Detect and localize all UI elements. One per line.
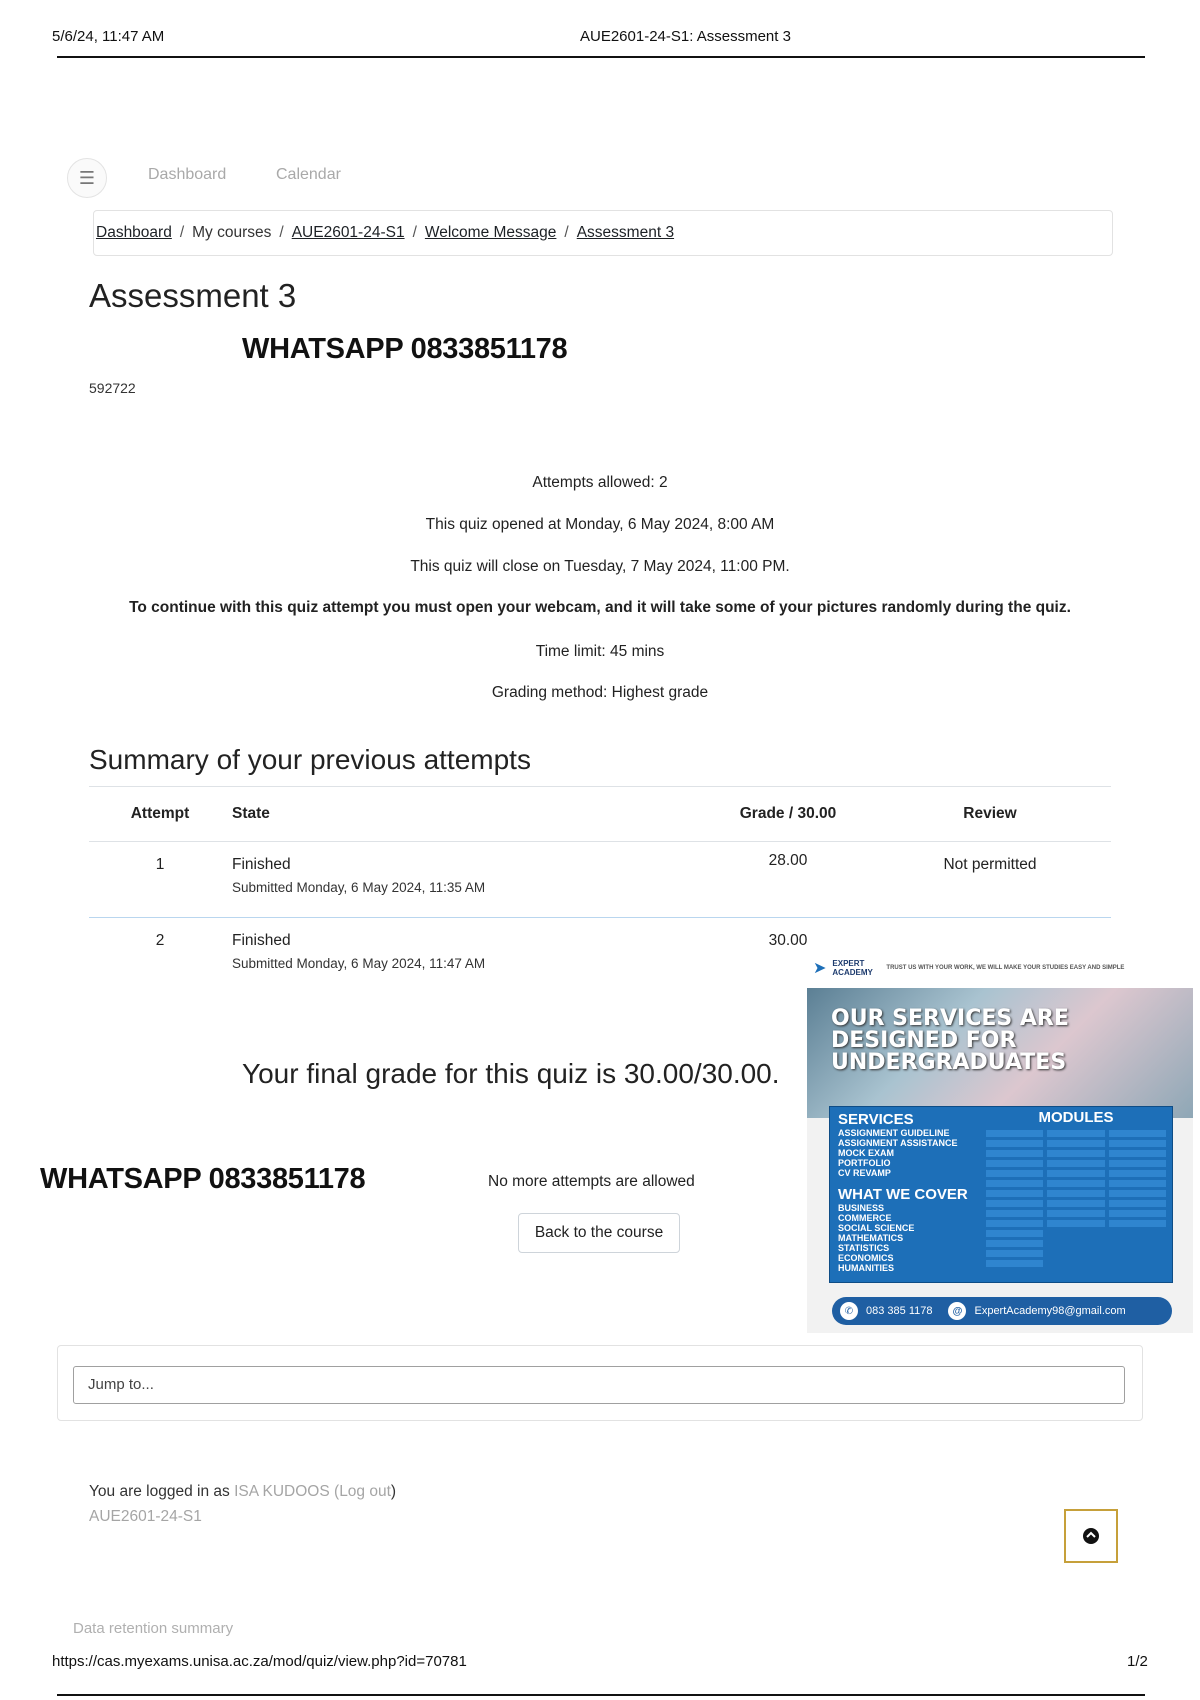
table-row: [89, 842, 1111, 918]
ad-service-item: ASSIGNMENT ASSISTANCE: [838, 1138, 958, 1148]
nav-dashboard-link[interactable]: Dashboard: [148, 166, 227, 183]
breadcrumb-my-courses: My courses: [192, 224, 272, 241]
attempt-grade: 30.00: [768, 932, 808, 949]
logged-in-line: You are logged in as ISA KUDOOS (Log out): [89, 1483, 397, 1500]
ad-modules-column: [986, 1130, 1043, 1270]
ad-services-title: SERVICES: [838, 1111, 914, 1128]
arrow-up-circle-icon: [1082, 1527, 1100, 1545]
attempt-state-cell: [231, 918, 707, 994]
paper-plane-icon: ➤: [813, 960, 827, 977]
ad-modules-col: [986, 1109, 1166, 1270]
attempt-review: Not permitted: [869, 842, 1111, 918]
col-review: Review: [869, 787, 1111, 842]
ad-headline-line: DESIGNED FOR: [831, 1028, 1017, 1053]
breadcrumb-course[interactable]: AUE2601-24-S1: [291, 224, 405, 241]
ad-cover-title: WHAT WE COVER: [838, 1186, 968, 1203]
ad-modules-title: MODULES: [1038, 1109, 1114, 1126]
breadcrumb-separator: /: [564, 224, 569, 241]
footer-rule: [57, 1694, 1145, 1696]
col-attempt: Attempt: [89, 787, 231, 842]
quiz-opened: This quiz opened at Monday, 6 May 2024, 8:00 AM: [425, 516, 775, 533]
col-grade: Grade / 30.00: [707, 787, 869, 842]
attempt-state: Finished: [232, 932, 291, 949]
attempt-number: 1: [89, 842, 231, 918]
page-title: Assessment 3: [89, 277, 297, 314]
logged-in-prefix: You are logged in as: [89, 1483, 230, 1500]
attempt-submitted: Submitted Monday, 6 May 2024, 11:35 AM: [232, 880, 486, 895]
no-more-attempts: No more attempts are allowed: [488, 1173, 695, 1190]
user-profile-link[interactable]: ISA KUDOOS: [234, 1483, 330, 1500]
ad-cover-item: COMMERCE: [838, 1213, 892, 1223]
whatsapp-overlay-bottom: WHATSAPP 0833851178: [40, 1163, 366, 1195]
ad-cover-item: ECONOMICS: [838, 1253, 894, 1263]
print-title: AUE2601-24-S1: Assessment 3: [580, 28, 791, 45]
breadcrumb-assessment[interactable]: Assessment 3: [576, 224, 675, 241]
footer-course-link[interactable]: AUE2601-24-S1: [89, 1508, 202, 1525]
print-page: 1/2: [1127, 1653, 1148, 1670]
final-grade: Your final grade for this quiz is 30.00/30.00.: [242, 1058, 780, 1089]
email-icon: @: [948, 1302, 966, 1320]
jump-to-select[interactable]: Jump to...: [73, 1366, 1125, 1404]
jump-to-container: [57, 1345, 1143, 1421]
summary-title: Summary of your previous attempts: [89, 744, 531, 775]
back-to-course-button[interactable]: Back to the course: [518, 1213, 680, 1253]
ad-services-col: [838, 1111, 978, 1273]
ad-services-list: [838, 1128, 978, 1178]
attempt-state: Finished: [232, 856, 291, 873]
ad-service-item: CV REVAMP: [838, 1168, 891, 1178]
breadcrumb-welcome-message[interactable]: Welcome Message: [424, 224, 557, 241]
ad-cover-list: [838, 1203, 978, 1273]
logout-link[interactable]: Log out: [339, 1483, 391, 1500]
ad-cover-item: STATISTICS: [838, 1243, 890, 1253]
attempt-state-cell: [231, 842, 707, 918]
drawer-toggle-button[interactable]: [67, 158, 107, 198]
ad-service-item: PORTFOLIO: [838, 1158, 891, 1168]
scroll-to-top-button[interactable]: [1064, 1509, 1118, 1563]
print-datetime: 5/6/24, 11:47 AM: [52, 28, 165, 45]
data-retention-link[interactable]: Data retention summary: [73, 1620, 234, 1637]
ad-email: ExpertAcademy98@gmail.com: [974, 1305, 1126, 1317]
ad-info-panel: [829, 1106, 1173, 1283]
webcam-notice: To continue with this quiz attempt you must open your webcam, and it will take some of your pictures randomly during the quiz.: [129, 599, 1071, 616]
time-limit: Time limit: 45 mins: [535, 643, 665, 660]
col-state: State: [231, 787, 707, 842]
ad-cover-item: BUSINESS: [838, 1203, 885, 1213]
breadcrumb-dashboard[interactable]: Dashboard: [96, 224, 172, 241]
breadcrumb-separator: /: [412, 224, 417, 241]
ad-tagline: TRUST US WITH YOUR WORK, WE WILL MAKE YOUR STUDIES EASY AND SIMPLE: [886, 965, 1125, 971]
ad-contact-bar: [832, 1297, 1172, 1325]
hamburger-icon: ☰: [78, 167, 96, 188]
ad-brand: EXPERT ACADEMY: [832, 959, 873, 977]
print-url: https://cas.myexams.unisa.ac.za/mod/quiz/view.php?id=70781: [52, 1653, 467, 1670]
attempts-allowed: Attempts allowed: 2: [532, 474, 668, 491]
ad-headline-line: OUR SERVICES ARE: [831, 1006, 1069, 1031]
breadcrumb-separator: /: [179, 224, 185, 241]
ad-header: [807, 948, 1193, 988]
header-rule: [57, 56, 1145, 58]
attempt-number: 2: [155, 932, 165, 949]
ad-cover-item: SOCIAL SCIENCE: [838, 1223, 915, 1233]
ad-modules-column: [1047, 1130, 1104, 1270]
attempt-grade: 28.00: [707, 842, 869, 918]
ad-headline-line: UNDERGRADUATES: [831, 1050, 1067, 1075]
advertisement-image: [807, 948, 1193, 1333]
nav-calendar-link[interactable]: Calendar: [276, 166, 341, 183]
attempt-submitted: Submitted Monday, 6 May 2024, 11:47 AM: [232, 956, 486, 971]
quiz-id-text: 592722: [89, 380, 136, 396]
ad-service-item: MOCK EXAM: [838, 1148, 894, 1158]
ad-cover-item: MATHEMATICS: [838, 1233, 904, 1243]
ad-headline: [831, 1008, 1069, 1074]
ad-modules-column: [1109, 1130, 1166, 1270]
ad-service-item: ASSIGNMENT GUIDELINE: [838, 1128, 950, 1138]
breadcrumb: [93, 210, 1113, 256]
phone-icon: ✆: [840, 1302, 858, 1320]
ad-phone: 083 385 1178: [866, 1305, 933, 1317]
ad-modules-grid: [986, 1130, 1166, 1270]
grading-method: Grading method: Highest grade: [491, 684, 709, 701]
breadcrumb-separator: /: [279, 224, 284, 241]
ad-cover-item: HUMANITIES: [838, 1263, 894, 1273]
whatsapp-overlay-top: WHATSAPP 0833851178: [242, 333, 568, 365]
quiz-closes: This quiz will close on Tuesday, 7 May 2024, 11:00 PM.: [410, 558, 790, 575]
